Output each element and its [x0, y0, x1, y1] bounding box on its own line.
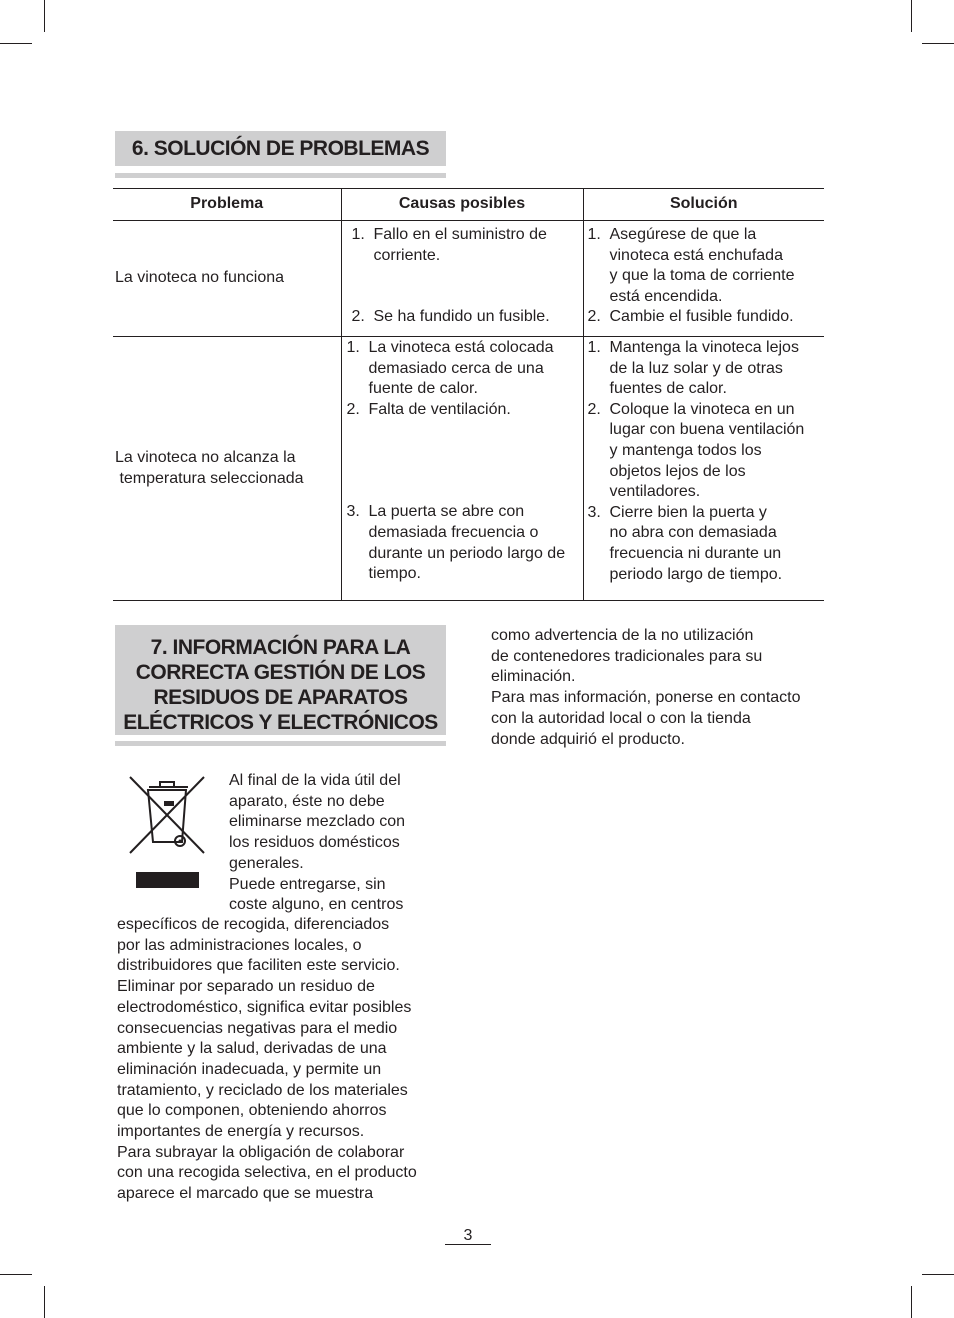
weee-continued-text: como advertencia de la no utilización de contenedores tradicionales para su eliminación. Para mas información, ponerse en contacto con la autoridad local o con la tienda donde adquirió el producto.	[491, 627, 801, 748]
list-item: 1. Mantenga la vinoteca lejos de la luz solar y de otras fuentes de calor.	[587, 339, 799, 398]
causes-cell	[341, 221, 583, 337]
list-item: 2. Falta de ventilación.	[346, 400, 511, 418]
crop-mark	[0, 43, 32, 44]
section-6-heading-rule	[115, 173, 446, 178]
list-item: 2. Coloque la vinoteca en un lugar con buena ventilación y mantenga todos los objetos lejos de los ventiladores.	[587, 400, 805, 501]
list-item: 1. La vinoteca está colocada demasiado cerca de una fuente de calor.	[346, 339, 554, 398]
problem-text: temperatura seleccionada	[115, 469, 304, 487]
page-number-rule	[445, 1244, 491, 1245]
header-causes: Causas posibles	[341, 189, 583, 221]
problem-text: La vinoteca no alcanza la	[115, 448, 296, 466]
crop-mark	[44, 1286, 45, 1318]
problem-text: La vinoteca no funciona	[115, 269, 285, 287]
list-item: 3. Cierre bien la puerta y no abra con demasiada frecuencia ni durante un periodo largo de tiempo.	[587, 503, 783, 583]
list-item: 2. Se ha fundido un fusible.	[351, 308, 550, 326]
header-solution: Solución	[583, 189, 824, 221]
header-problem: Problema	[113, 189, 341, 221]
crop-mark	[911, 1286, 912, 1318]
weee-body-text: específicos de recogida, diferenciados por las administraciones locales, o distribuidores que faciliten este servicio. Eliminar por separado un residuo de electrodoméstico, significa evitar posibles consecuencias negativas para el medio ambiente y la salud, derivadas de una eliminación inadecuada, y permite un tratamiento, y reciclado de los materiales que lo componen, obteniendo ahorros importantes de energía y recursos. Para subrayar la obligación de colaborar con una recogida selectiva, en el producto aparece el marcado que se muestra	[117, 916, 417, 1203]
crossed-out-wheelie-bin-icon	[126, 773, 206, 891]
crop-mark	[911, 0, 912, 32]
table-row	[113, 221, 824, 337]
weee-intro-text: Al final de la vida útil del aparato, éste no debe eliminarse mezclado con los residuos domésticos generales. Puede entregarse, sin coste alguno, en centros	[229, 772, 406, 914]
list-item: 1. Fallo en el suministro de corriente.	[351, 226, 547, 264]
crop-mark	[922, 1274, 954, 1275]
solutions-cell	[583, 337, 824, 601]
section-7-heading: 7. INFORMACIÓN PARA LA CORRECTA GESTIÓN DE LOS RESIDUOS DE APARATOS ELÉCTRICOS Y ELECTRÓNICOS	[115, 625, 446, 735]
crop-mark	[922, 43, 954, 44]
page-number: 3	[463, 1227, 473, 1244]
list-item: 1. Asegúrese de que la vinoteca está enchufada y que la toma de corriente está encendida.	[587, 226, 795, 305]
problem-cell	[113, 221, 341, 337]
crop-mark	[0, 1274, 32, 1275]
causes-cell	[341, 337, 583, 601]
section-6-heading: 6. SOLUCIÓN DE PROBLEMAS	[115, 131, 446, 166]
troubleshooting-table	[113, 188, 824, 601]
list-item: 2. Cambie el fusible fundido.	[587, 308, 794, 326]
problem-cell	[113, 337, 341, 601]
list-item: 3. La puerta se abre con demasiada frecuencia o durante un periodo largo de tiempo.	[346, 503, 566, 583]
section-7-heading-rule	[115, 741, 446, 746]
crop-mark	[44, 0, 45, 32]
solutions-cell	[583, 221, 824, 337]
table-row	[113, 337, 824, 601]
table-header-row	[113, 189, 824, 221]
